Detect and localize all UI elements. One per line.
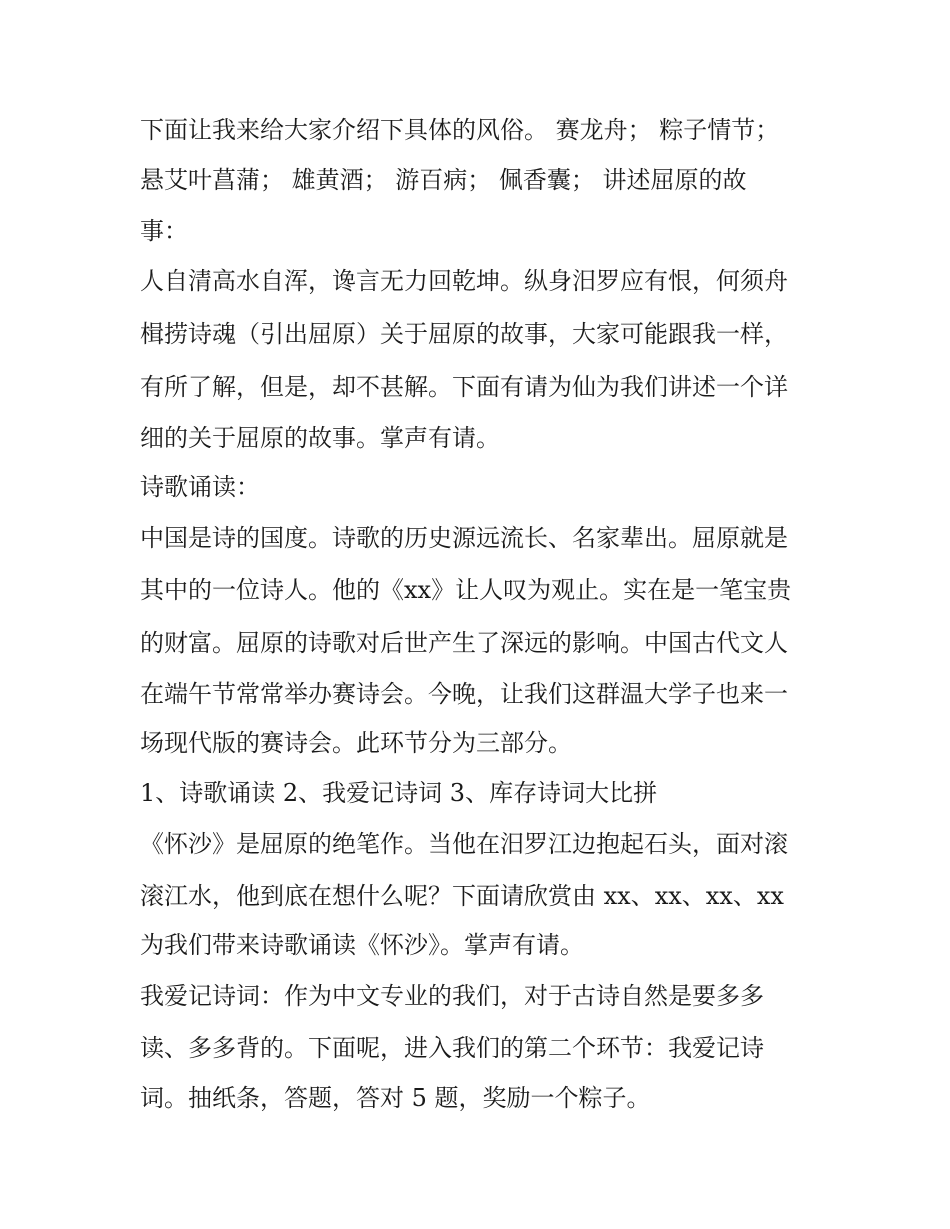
text-line: 滚江水，他到底在想什么呢？下面请欣赏由 xx、xx、xx、xx [140,882,784,910]
text-line: 人自清高水自浑，谗言无力回乾坤。纵身汨罗应有恨，何须舟 [140,267,788,295]
text-line: 我爱记诗词：作为中文专业的我们，对于古诗自然是要多多 [140,982,764,1010]
text-line: 词。抽纸条，答题，答对 5 题，奖励一个粽子。 [140,1084,651,1112]
text-line: 《怀沙》是屈原的绝笔作。当他在汨罗江边抱起石头，面对滚 [140,830,788,858]
text-line: 中国是诗的国度。诗歌的历史源远流长、名家辈出。屈原就是 [140,524,788,552]
text-line: 其中的一位诗人。他的《xx》让人叹为观止。实在是一笔宝贵 [140,576,792,604]
text-line: 诗歌诵读： [140,473,260,501]
text-line: 悬艾叶菖蒲； 雄黄酒； 游百病； 佩香囊； 讲述屈原的故 [140,166,747,194]
text-line: 事： [140,217,188,245]
text-line: 读、多多背的。下面呢，进入我们的第二个环节：我爱记诗 [140,1034,764,1062]
text-line: 下面让我来给大家介绍下具体的风俗。 赛龙舟； 粽子情节； [140,116,780,144]
text-line: 场现代版的赛诗会。此环节分为三部分。 [140,729,572,757]
text-line: 楫捞诗魂（引出屈原）关于屈原的故事，大家可能跟我一样， [140,320,788,348]
text-line: 为我们带来诗歌诵读《怀沙》。掌声有请。 [140,931,584,959]
text-line: 1、诗歌诵读 2、我爱记诗词 3、库存诗词大比拼 [140,779,658,807]
text-line: 在端午节常常举办赛诗会。今晚，让我们这群温大学子也来一 [140,680,788,708]
text-line: 的财富。屈原的诗歌对后世产生了深远的影响。中国古代文人 [140,629,788,657]
text-line: 有所了解，但是，却不甚解。下面有请为仙为我们讲述一个详 [140,373,788,401]
text-line: 细的关于屈原的故事。掌声有请。 [140,424,500,452]
